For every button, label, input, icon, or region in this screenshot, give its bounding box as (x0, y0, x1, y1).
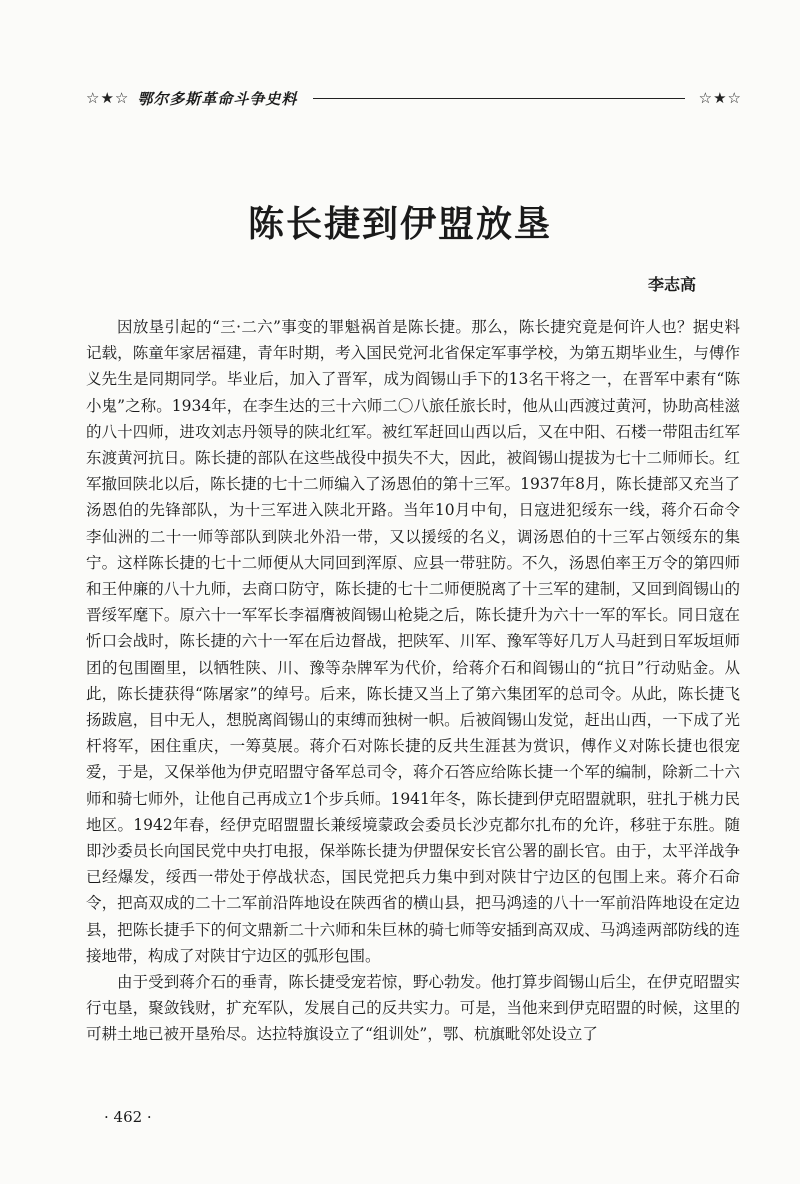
header-stars-right: ☆★☆ (698, 89, 742, 107)
article-body (86, 314, 740, 1048)
header-rule (313, 98, 684, 99)
series-title: 鄂尔多斯革命斗争史料 (137, 89, 298, 108)
page-number: · 462 · (104, 1108, 152, 1126)
paragraph-2: 由于受到蒋介石的垂青，陈长捷受宠若惊，野心勃发。他打算步阎锡山后尘，在伊克昭盟实行屯垦，聚敛钱财，扩充军队，发展自己的反共实力。可是，当他来到伊克昭盟的时候，这里的可耕土地已被开垦殆尽。达拉特旗设立了“组训处”，鄂、杭旗毗邻处设立了 (86, 973, 740, 1044)
paragraph-1: 因放垦引起的“三·二六”事变的罪魁祸首是陈长捷。那么，陈长捷究竟是何许人也？据史料记载，陈童年家居福建，青年时期，考入国民党河北省保定军事学校，为第五期毕业生，与傅作义先生是同期同学。毕业后，加入了晋军，成为阎锡山手下的13名干将之一，在晋军中素有“陈小鬼”之称。1934年，在李生达的三十六师二〇八旅任旅长时，他从山西渡过黄河，协助高桂滋的八十四师，进攻刘志丹领导的陕北红军。被红军赶回山西以后，又在中阳、石楼一带阻击红军东渡黄河抗日。陈长捷的部队在这些战役中损失不大，因此，被阎锡山提拔为七十二师师长。红军撤回陕北以后，陈长捷的七十二师编入了汤恩伯的第十三军。1937年8月，陈长捷部又充当了汤恩伯的先锋部队，为十三军进入陕北开路。当年10月中旬，日寇进犯绥东一线，蒋介石命令李仙洲的二十一师等部队到陕北外沿一带，又以援绥的名义，调汤恩伯的十三军占领绥东的集宁。这样陈长捷的七十二师便从大同回到浑原、应县一带驻防。不久，汤恩伯率王万令的第四师和王仲廉的八十九师，去商口防守，陈长捷的七十二师便脱离了十三军的建制，又回到阎锡山的晋绥军麾下。原六十一军军长李福膺被阎锡山枪毙之后，陈长捷升为六十一军的军长。同日寇在忻口会战时，陈长捷的六十一军在后边督战，把陕军、川军、豫军等好几万人马赶到日军坂垣师团的包围圈里，以牺牲陕、川、豫等杂牌军为代价，给蒋介石和阎锡山的“抗日”行动贴金。从此，陈长捷获得“陈屠家”的绰号。后来，陈长捷又当上了第六集团军的总司令。从此，陈长捷飞扬跋扈，目中无人，想脱离阎锡山的束缚而独树一帜。后被阎锡山发觉，赶出山西，一下成了光杆将军，困住重庆，一筹莫展。蒋介石对陈长捷的反共生涯甚为赏识，傅作义对陈长捷也很宠爱，于是，又保举他为伊克昭盟守备军总司令，蒋介石答应给陈长捷一个军的编制，除新二十六师和骑七师外，让他自己再成立1个步兵师。1941年冬，陈长捷到伊克昭盟就职，驻扎于桃力民地区。1942年春，经伊克昭盟盟长兼绥境蒙政会委员长沙克都尔扎布的允许，移驻于东胜。随即沙委员长向国民党中央打电报，保举陈长捷为伊盟保安长官公署的副长官。由于，太平洋战争已经爆发，绥西一带处于停战状态，国民党把兵力集中到对陕甘宁边区的包围上来。蒋介石命令，把高双成的二十二军前沿阵地设在陕西省的横山县，把马鸿逵的八十一军前沿阵地设在定边县，把陈长捷手下的何文鼎新二十六师和朱巨林的骑七师等安插到高双成、马鸿逵两部防线的连接地带，构成了对陕甘宁边区的弧形包围。 (86, 318, 740, 965)
header-stars-left: ☆★☆ (86, 89, 130, 107)
article-author: 李志高 (647, 275, 696, 294)
article-title: 陈长捷到伊盟放垦 (247, 203, 552, 245)
running-header (86, 86, 742, 110)
